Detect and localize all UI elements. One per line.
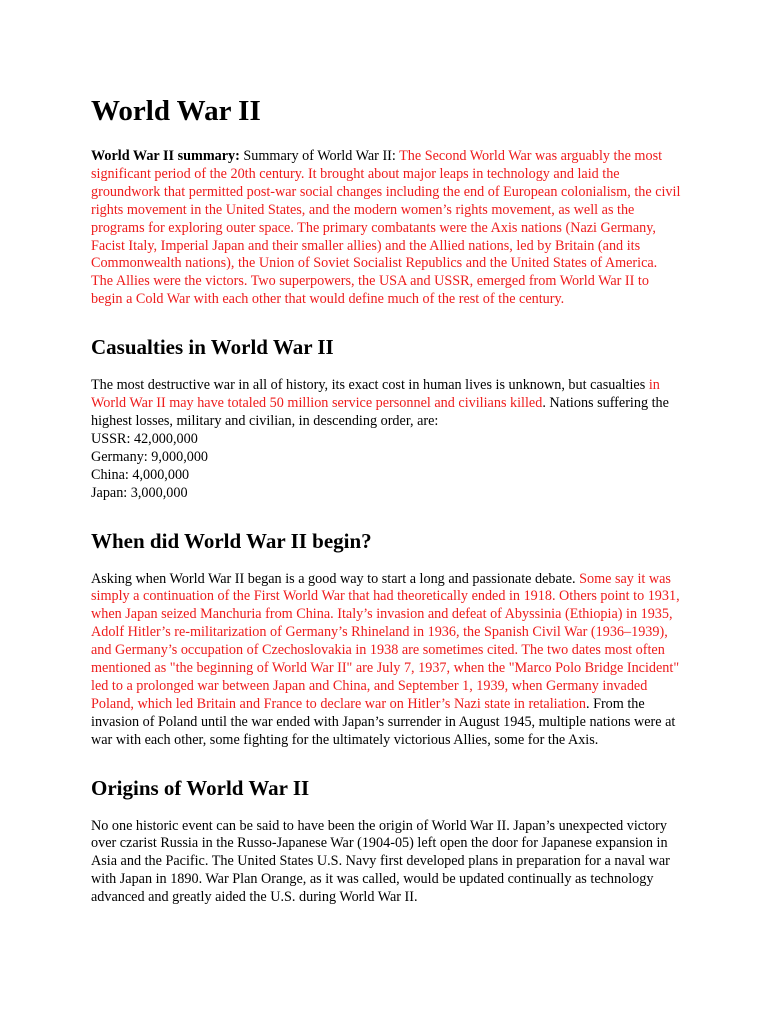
casualty-item-ussr: USSR: 42,000,000	[91, 430, 198, 447]
intro-label: World War II summary:	[91, 148, 240, 164]
begin-highlight: Some say it was simply a continuation of the First World War that had theoretically ended in 1918. Others point to 1931, when Japan seized Manchuria from China. Italy’s invasion and defeat of Abyssinia (Ethiopia) in 1935, Adolf Hitler’s re-militarization of Germany’s Rhineland in 1936, the Spanish Civil War (1936–1939), and Germany’s occupation of Czechoslovakia in 1938 are sometimes cited. The two dates most often mentioned as "the beginning of World War II" are July 7, 1937, when the "Marco Polo Bridge Incident" led to a prolonged war between Japan and China, and September 1, 1939, when Germany invaded Poland, which led Britain and France to declare war on Hitler’s Nazi state in retaliation	[91, 570, 680, 712]
casualties-text-before: The most destructive war in all of history, its exact cost in human lives is unknown, but casualties	[91, 377, 649, 394]
origins-heading: Origins of World War II	[91, 775, 310, 800]
intro-highlight: The Second World War was arguably the most significant period of the 20th century. It brought about major leaps in technology and laid the groundwork that permitted post-war social changes including the end of European colonialism, the civil rights movement in the United States, and the modern women’s rights movement, as well as the programs for exploring outer space. The primary combatants were the Axis nations (Nazi Germany, Facist Italy, Imperial Japan and their smaller allies) and the Allied nations, led by Britain (and its Commonwealth nations), the Union of Soviet Socialist Republics and the United States of America. The Allies were the victors. Two superpowers, the USA and USSR, emerged from World War II to begin a Cold War with each other that would define much of the rest of the century.	[91, 148, 681, 308]
casualties-text-after: . Nations suffering the highest losses, military and civilian, in descending order, are:	[91, 395, 669, 429]
intro-lead: Summary of World War II:	[239, 148, 400, 164]
casualty-item-germany: Germany: 9,000,000	[91, 448, 209, 465]
begin-heading: When did World War II begin?	[91, 528, 372, 553]
casualty-item-china: China: 4,000,000	[91, 466, 190, 483]
intro-paragraph	[91, 148, 681, 309]
begin-text-before: Asking when World War II began is a good way to start a long and passionate debate.	[91, 570, 580, 587]
casualty-item-japan: Japan: 3,000,000	[91, 484, 188, 501]
casualties-heading: Casualties in World War II	[91, 335, 334, 360]
origins-paragraph: No one historic event can be said to have been the origin of World War II. Japan’s unexpected victory over czarist Russia in the Russo-Japanese War (1904-05) left open the door for Japanese expansion in Asia and the Pacific. The United States U.S. Navy first developed plans in preparation for a naval war with Japan in 1890. War Plan Orange, as it was called, would be updated continually as technology advanced and greatly aided the U.S. during World War II.	[91, 817, 670, 906]
begin-paragraph	[91, 571, 681, 750]
casualties-highlight: in World War II may have totaled 50 million service personnel and civilians killed	[91, 377, 660, 412]
article	[91, 92, 681, 931]
begin-text-after: . From the invasion of Poland until the war ended with Japan’s surrender in August 1945, multiple nations were at war with each other, some fighting for the ultimately victorious Allies, some for the Axis.	[91, 695, 676, 748]
page-title: World War II	[91, 95, 261, 127]
casualties-paragraph	[91, 377, 681, 502]
